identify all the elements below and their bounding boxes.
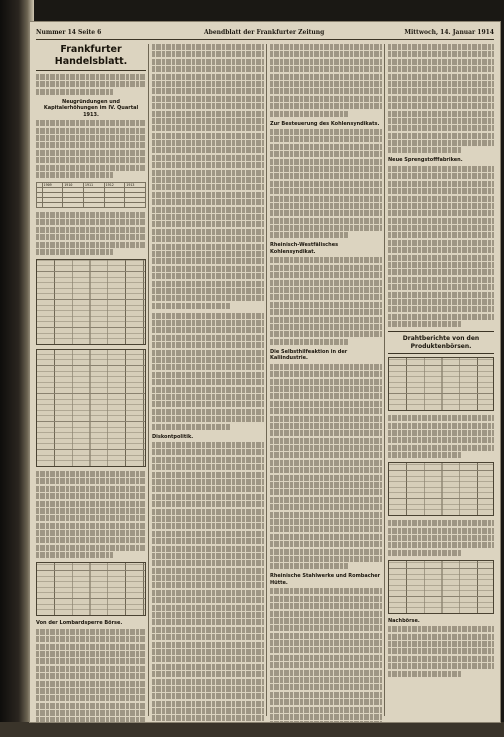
- market-table: [388, 357, 494, 411]
- article-heading: Neue Sprengstofffabriken.: [388, 157, 463, 164]
- column-rule: [148, 44, 149, 716]
- year-header: 1912: [104, 183, 125, 188]
- article-heading: Nachbörse.: [388, 617, 420, 624]
- scanner-edge: [0, 722, 504, 737]
- market-report: [388, 626, 494, 676]
- page-number: Nummer 14 Seite 6: [36, 29, 102, 36]
- section-divider: [388, 331, 494, 332]
- column-4: [388, 44, 494, 716]
- article-body: [36, 120, 146, 178]
- year-header: 1909: [42, 183, 63, 188]
- article-heading: Rheinisch-Westfälisches Kohlensyndikat.: [270, 242, 339, 255]
- column-3: [270, 44, 382, 716]
- article-body: [152, 442, 264, 722]
- newspaper-name: Abendblatt der Frankfurter Zeitung: [204, 29, 325, 36]
- article-body: [152, 313, 264, 430]
- article-body: [270, 588, 382, 722]
- column-rule: [384, 44, 385, 716]
- data-table: [36, 349, 146, 467]
- intro-text: [36, 74, 146, 95]
- data-table: [36, 259, 146, 345]
- article-heading: Diskontpolitik.: [152, 433, 194, 440]
- article-body: [388, 44, 494, 153]
- masthead: [36, 26, 494, 40]
- book-spine: [0, 0, 34, 737]
- article-heading: Von der Lombardsperre Börse.: [36, 620, 123, 627]
- section-title: Frankfurter Handelsblatt.: [36, 44, 146, 71]
- article-body: [270, 44, 382, 117]
- year-header: 1911: [83, 183, 104, 188]
- article-heading: Neugründungen und Kapitalerhöhungen im IV. Quartal 1913.: [43, 98, 139, 118]
- article-heading: Rheinische Stahlwerke und Rombacher Hütte.: [270, 573, 381, 586]
- column-rule: [266, 44, 267, 716]
- article-body: [270, 129, 382, 238]
- market-table: [388, 560, 494, 614]
- newspaper-page: [30, 22, 500, 722]
- year-header: 1913: [125, 183, 146, 188]
- data-table: [36, 562, 146, 616]
- article-body: [270, 257, 382, 344]
- market-report: [388, 520, 494, 556]
- column-1: [36, 44, 146, 716]
- article-body: [36, 629, 146, 722]
- market-table: [388, 462, 494, 516]
- statistics-table: [36, 182, 146, 208]
- article-heading: Die Selbsthilfeaktion in der Kaliindustrie.: [270, 348, 348, 362]
- article-body: [36, 471, 146, 558]
- article-body: [388, 166, 494, 327]
- article-body: [36, 212, 146, 255]
- article-heading: Zur Besteuerung des Kohlensyndikats.: [270, 120, 380, 127]
- year-header: 1910: [63, 183, 84, 188]
- column-2: [152, 44, 264, 716]
- section-title: Drahtberichte von den Produktenbörsen.: [388, 335, 494, 354]
- issue-date: Mittwoch, 14. Januar 1914: [404, 29, 494, 36]
- market-report: [388, 415, 494, 458]
- article-body: [152, 44, 264, 309]
- article-body: [270, 364, 382, 570]
